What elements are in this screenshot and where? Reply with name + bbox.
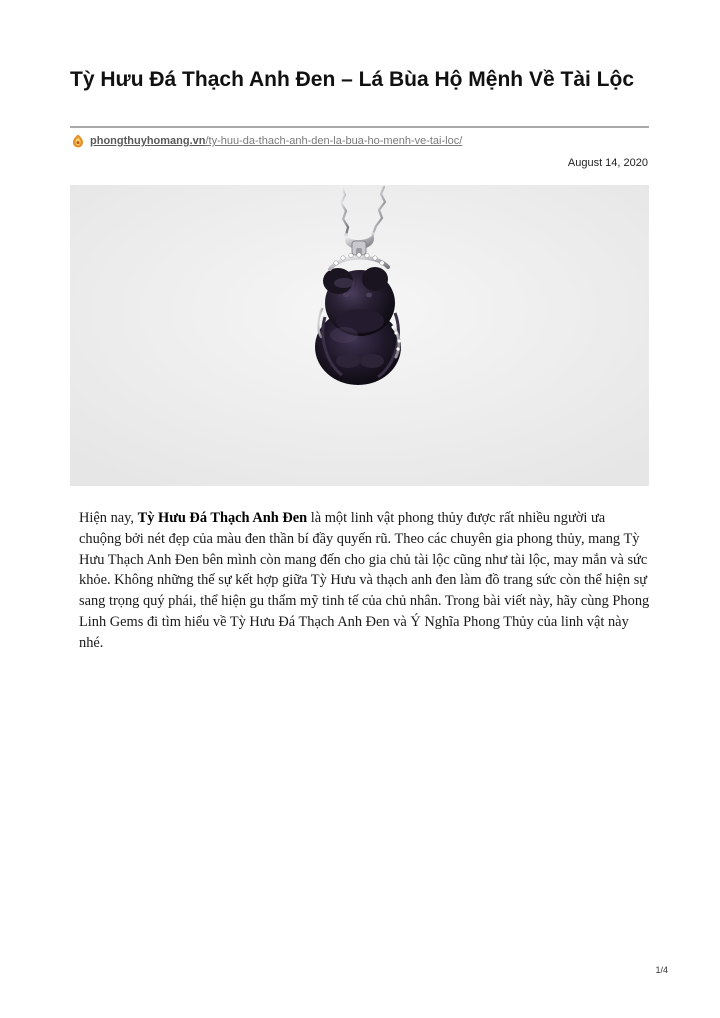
publish-date: August 14, 2020 xyxy=(567,157,648,169)
hero-image xyxy=(70,185,649,486)
source-path[interactable]: /ty-huu-da-thach-anh-den-la-bua-ho-menh-ve-tai-loc/ xyxy=(205,135,463,147)
intro-keyword: Tỳ Hưu Đá Thạch Anh Đen xyxy=(137,510,308,526)
pixiu-pendant-illustration xyxy=(70,185,649,486)
intro-prefix: Hiện nay, xyxy=(79,510,138,526)
title-divider xyxy=(70,126,649,128)
source-domain[interactable]: phongthuyhomang.vn xyxy=(90,135,206,147)
page-title: Tỳ Hưu Đá Thạch Anh Đen – Lá Bùa Hộ Mệnh Về Tài Lộc xyxy=(70,68,634,91)
page-number: 1/4 xyxy=(655,965,668,975)
site-favicon-icon xyxy=(72,134,84,148)
intro-body: là một linh vật phong thủy được rất nhiều người ưa chuộng bởi nét đẹp của màu đen thần bí đầy quyến rũ. Theo các chuyên gia phong thủy, mang Tỳ Hưu Thạch Anh Đen bên mình còn mang đến cho gia chủ tài lộc cũng như tài lộc, may mắn và sức khỏe. Không những thế sự kết hợp giữa Tỳ Hưu và thạch anh đen làm đồ trang sức còn thể hiện sự sang trọng quý phái, thể hiện gu thẩm mỹ tinh tế của chủ nhân. Trong bài viết này, hãy cùng Phong Linh Gems đi tìm hiểu về Tỳ Hưu Đá Thạch Anh Đen và Ý Nghĩa Phong Thủy của linh vật này nhé. xyxy=(79,510,650,651)
intro-paragraph xyxy=(79,508,651,654)
source-link[interactable] xyxy=(72,133,462,149)
